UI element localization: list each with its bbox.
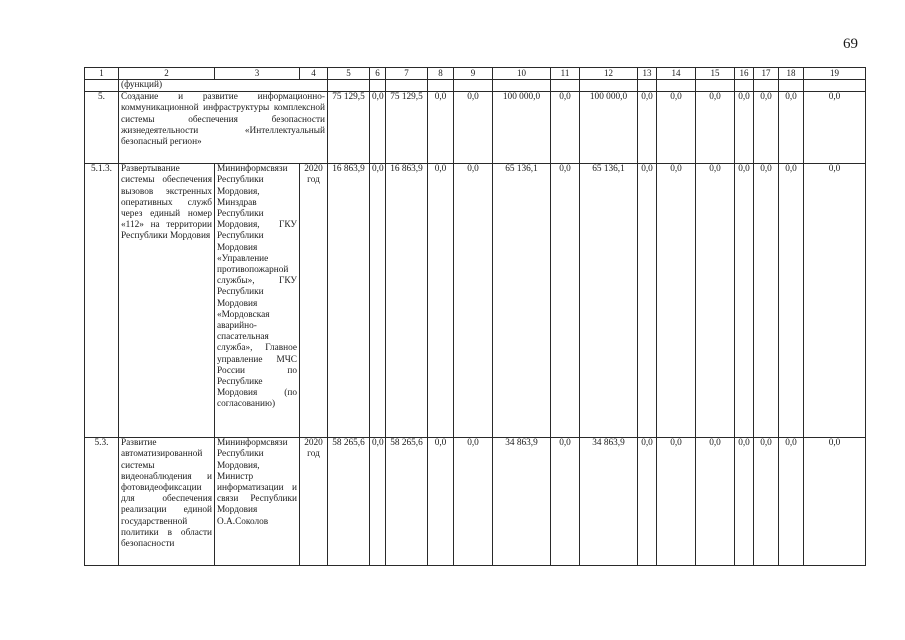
value-cell: 0,0 [638,438,657,566]
header-cell: 4 [300,68,328,80]
header-cell: 15 [696,68,735,80]
row-executor: Мининформсвязи Республики Мордовия, Минздрав Республики Мордовия, ГКУ Республики Мордовия «Управление противопожарной службы», ГКУ Республики Мордовия «Мордовская аварийно-спасательная служба», Главное управление МЧС России по Республике Мордовия (по согласованию) [215,164,300,438]
header-cell: 16 [735,68,754,80]
value-cell: 0,0 [754,92,779,164]
value-cell: 0,0 [779,164,804,438]
value-cell: 0,0 [696,164,735,438]
value-cell: 65 136,1 [580,164,638,438]
header-cell: 14 [657,68,696,80]
value-cell: 0,0 [804,164,866,438]
continuation-row [85,80,866,92]
value-cell: 0,0 [551,92,580,164]
header-cell: 3 [215,68,300,80]
value-cell: 0,0 [696,438,735,566]
value-cell: 100 000,0 [493,92,551,164]
header-row [85,68,866,80]
header-cell: 18 [779,68,804,80]
value-cell: 0,0 [370,438,386,566]
value-cell: 34 863,9 [493,438,551,566]
value-cell: 0,0 [779,438,804,566]
header-cell: 12 [580,68,638,80]
table-row [85,438,866,566]
value-cell: 16 863,9 [328,164,370,438]
row-number: 5.1.3. [85,164,119,438]
row-description: Развертывание системы обеспечения вызовов экстренных оперативных служб через единый номер «112» на территории Республики Мордовия [119,164,215,438]
header-cell: 10 [493,68,551,80]
row-number: 5.3. [85,438,119,566]
value-cell: 0,0 [754,164,779,438]
row-description: Создание и развитие информационно-коммуникационной инфраструктуры комплексной системы обеспечения безопасности жизнедеятельности «Интеллектуальный безопасный регион» [119,92,328,164]
value-cell: 0,0 [454,438,493,566]
value-cell: 75 129,5 [328,92,370,164]
value-cell: 0,0 [804,438,866,566]
page-number: 69 [843,36,858,52]
value-cell: 0,0 [804,92,866,164]
value-cell: 0,0 [428,92,454,164]
header-cell: 11 [551,68,580,80]
header-cell: 17 [754,68,779,80]
value-cell: 0,0 [735,164,754,438]
header-cell: 7 [386,68,428,80]
row-executor: Мининформсвязи Республики Мордовия, Министр информатизации и связи Республики Мордовия О.А.Соколов [215,438,300,566]
row-description: Развитие автоматизированной системы видеонаблюдения и фотовидеофиксации для обеспечения реализации единой государственной политики в области безопасности [119,438,215,566]
header-cell: 13 [638,68,657,80]
header-cell: 5 [328,68,370,80]
value-cell: 0,0 [638,92,657,164]
value-cell: 58 265,6 [386,438,428,566]
value-cell: 0,0 [551,438,580,566]
value-cell: 0,0 [370,92,386,164]
value-cell: 0,0 [454,164,493,438]
header-cell: 6 [370,68,386,80]
value-cell: 16 863,9 [386,164,428,438]
header-cell: 1 [85,68,119,80]
header-cell: 19 [804,68,866,80]
value-cell: 0,0 [735,438,754,566]
value-cell: 0,0 [657,92,696,164]
table-row [85,164,866,438]
header-cell: 9 [454,68,493,80]
value-cell: 0,0 [370,164,386,438]
header-cell: 8 [428,68,454,80]
continuation-text: (функций) [119,80,328,92]
value-cell: 34 863,9 [580,438,638,566]
value-cell: 0,0 [657,164,696,438]
value-cell: 75 129,5 [386,92,428,164]
value-cell: 0,0 [638,164,657,438]
value-cell: 0,0 [657,438,696,566]
row-period: 2020 год [300,438,328,566]
value-cell: 0,0 [428,164,454,438]
value-cell: 0,0 [754,438,779,566]
budget-table [84,67,866,566]
value-cell: 100 000,0 [580,92,638,164]
row-number: 5. [85,92,119,164]
value-cell: 0,0 [735,92,754,164]
value-cell: 58 265,6 [328,438,370,566]
value-cell: 0,0 [696,92,735,164]
value-cell: 0,0 [551,164,580,438]
value-cell: 65 136,1 [493,164,551,438]
table-row [85,92,866,164]
value-cell: 0,0 [428,438,454,566]
value-cell: 0,0 [779,92,804,164]
header-cell: 2 [119,68,215,80]
value-cell: 0,0 [454,92,493,164]
row-period: 2020 год [300,164,328,438]
